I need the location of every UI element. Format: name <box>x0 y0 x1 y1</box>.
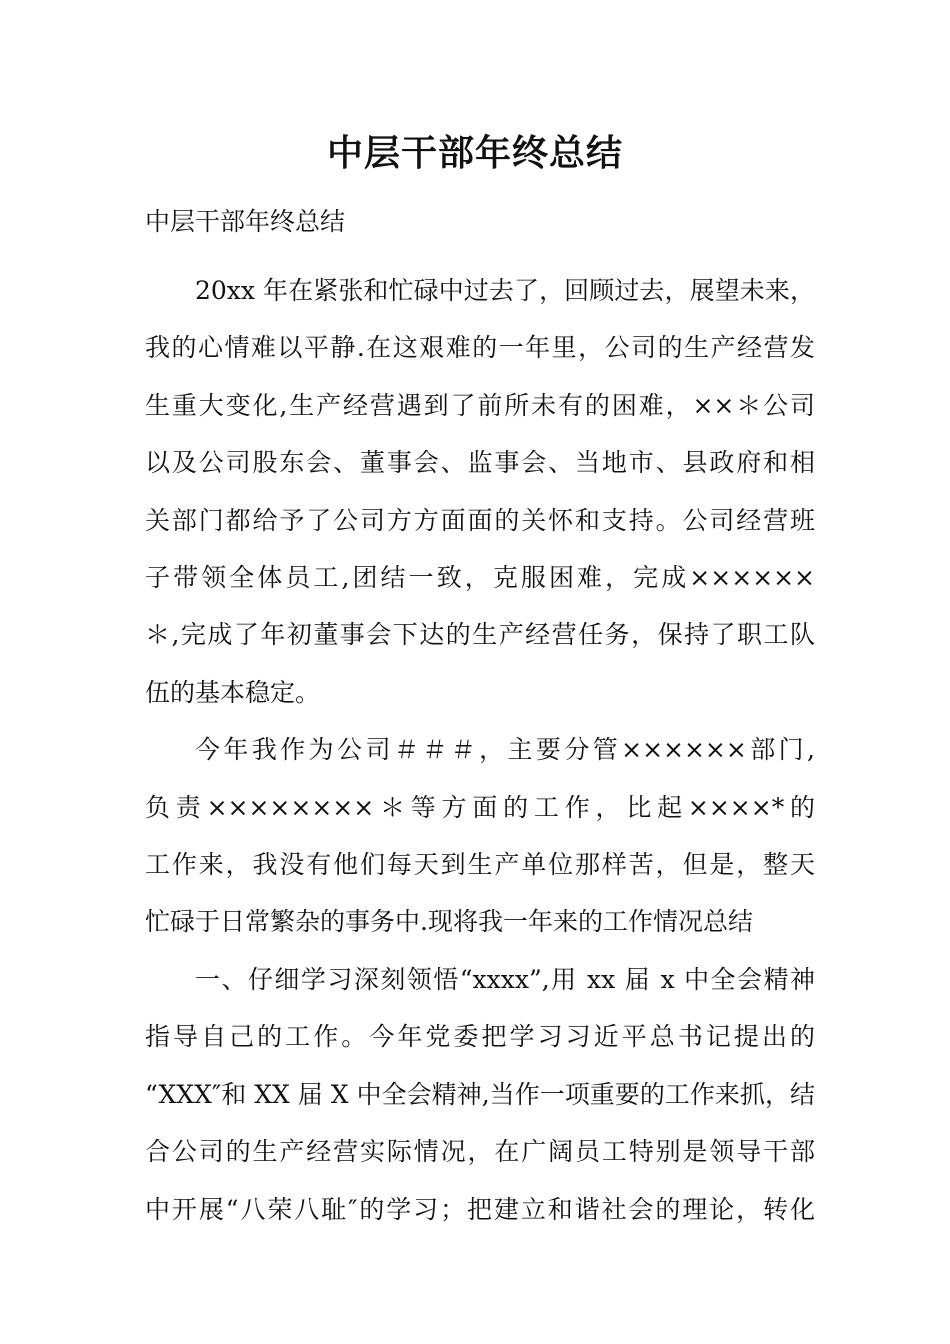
text-line: 伍的基本稳定。 <box>145 677 321 707</box>
document-subtitle: 中层干部年终总结 <box>145 207 346 236</box>
paragraph-3 <box>145 951 815 1238</box>
paragraph-1 <box>145 262 815 721</box>
text-line: 生重大变化,生产经营遇到了前所未有的困难，××＊公司 <box>145 390 815 420</box>
text-line: 一、仔细学习深刻领悟“xxxx”,用 xx 届 x 中全会精神 <box>195 964 815 994</box>
text-line: 20xx 年在紧张和忙碌中过去了，回顾过去，展望未来， <box>195 276 815 305</box>
text-line: ＊,完成了年初董事会下达的生产经营任务，保持了职工队 <box>145 620 815 650</box>
document-title: 中层干部年终总结 <box>326 132 623 174</box>
text-line: 忙碌于日常繁杂的事务中.现将我一年来的工作情况总结 <box>145 907 753 937</box>
text-line: 负责××××××××＊等方面的工作，比起××××*的 <box>145 792 815 822</box>
text-line: 子带领全体员工,团结一致，克服困难，完成×××××× <box>145 563 815 593</box>
text-line: 今年我作为公司＃＃＃，主要分管××××××部门, <box>195 735 815 765</box>
paragraph-2 <box>145 721 815 951</box>
text-line: 中开展“八荣八耻″的学习；把建立和谐社会的理论，转化 <box>145 1194 815 1224</box>
text-line: “XXX″和 XX 届 X 中全会精神,当作一项重要的工作来抓，结 <box>145 1079 815 1109</box>
text-line: 指导自己的工作。今年党委把学习习近平总书记提出的 <box>145 1022 815 1052</box>
text-line: 合公司的生产经营实际情况，在广阔员工特别是领导干部 <box>145 1137 815 1167</box>
document-body <box>145 262 815 1238</box>
text-line: 我的心情难以平静.在这艰难的一年里，公司的生产经营发 <box>145 333 815 363</box>
text-line: 以及公司股东会、董事会、监事会、当地市、县政府和相 <box>145 448 815 478</box>
text-line: 工作来，我没有他们每天到生产单位那样苦，但是，整天 <box>145 850 815 880</box>
text-line: 关部门都给予了公司方方面面的关怀和支持。公司经营班 <box>145 505 815 535</box>
